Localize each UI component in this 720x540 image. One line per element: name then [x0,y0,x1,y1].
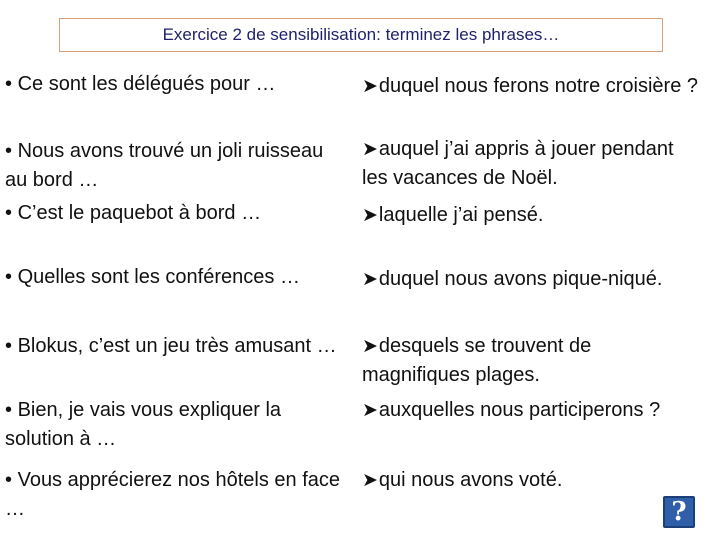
bullet-icon: • [5,266,13,288]
sentence-ending-text: qui nous avons voté. [378,469,563,491]
help-button[interactable] [663,496,695,528]
sentence-ending-text: desquels se trouvent de magnifiques plages. [362,335,592,386]
bullet-icon: • [5,335,13,357]
sentence-ending [362,135,702,193]
arrow-bullet-icon: ➤ [362,205,378,226]
sentence-beginning-text: Bien, je vais vous expliquer la solution à … [5,399,282,450]
arrow-bullet-icon: ➤ [362,76,378,97]
sentence-ending [362,201,702,230]
sentence-ending-text: auquel j’ai appris à jouer pendant les vacances de Noël. [362,138,674,189]
arrow-bullet-icon: ➤ [362,336,378,357]
sentence-ending-text: duquel nous ferons notre croisière ? [378,75,699,97]
question-mark-icon: ? [671,497,687,527]
bullet-icon: • [5,202,13,224]
sentence-beginning-text: Ce sont les délégués pour … [17,73,276,95]
sentence-beginning-text: C’est le paquebot à bord … [17,202,262,224]
arrow-bullet-icon: ➤ [362,139,378,160]
sentence-ending [362,466,702,495]
sentence-ending-text: auxquelles nous participerons ? [378,399,661,421]
sentence-ending-text: duquel nous avons pique-niqué. [378,268,663,290]
sentence-ending [362,396,702,425]
sentence-ending [362,332,702,390]
sentence-beginning-text: Nous avons trouvé un joli ruisseau au bord … [5,140,324,191]
sentence-beginning-text: Blokus, c’est un jeu très amusant … [17,335,337,357]
sentence-ending [362,265,702,294]
exercise-title: Exercice 2 de sensibilisation: terminez les phrases… [162,25,560,44]
bullet-icon: • [5,399,13,421]
bullet-icon: • [5,469,13,491]
sentence-beginning-text: Vous apprécierez nos hôtels en face … [5,469,341,520]
arrow-bullet-icon: ➤ [362,269,378,290]
arrow-bullet-icon: ➤ [362,400,378,421]
sentence-ending-text: laquelle j’ai pensé. [378,204,544,226]
bullet-icon: • [5,140,13,162]
sentence-ending [362,72,702,101]
bullet-icon: • [5,73,13,95]
arrow-bullet-icon: ➤ [362,470,378,491]
sentence-beginning-text: Quelles sont les conférences … [17,266,300,288]
